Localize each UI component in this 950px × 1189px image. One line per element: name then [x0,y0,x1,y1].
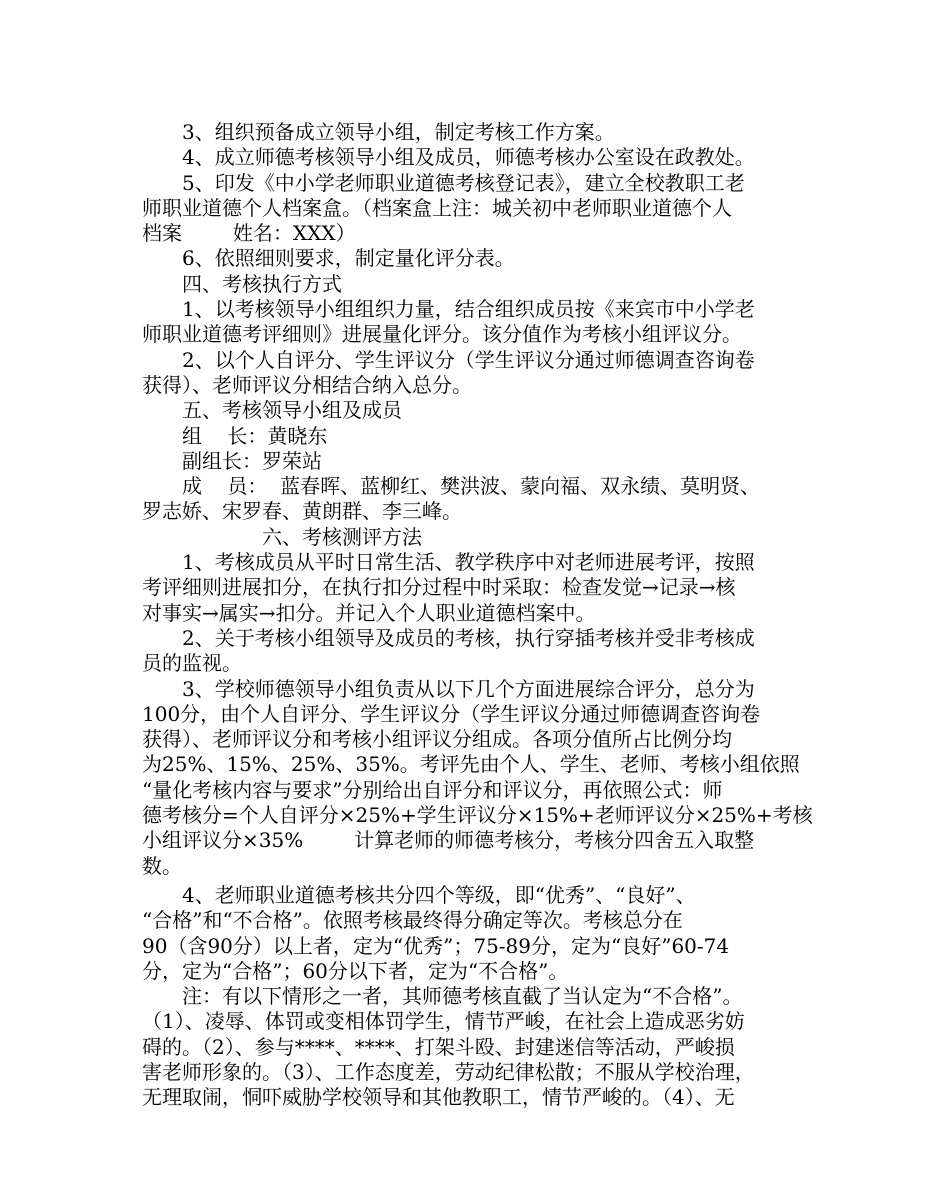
paragraph-line: 数。 [142,853,182,878]
paragraph-line: 小组评议分×35% 计算老师的师德考核分，考核分四舍五入取整 [142,828,755,853]
paragraph-line: 考评细则进展扣分，在执行扣分过程中时采取：检查发觉→记录→核 [142,575,736,600]
paragraph-line: 5、印发《中小学老师职业道德考核登记表》，建立全校教职工老 [182,170,745,195]
paragraph-line: 3、组织预备成立领导小组，制定考核工作方案。 [182,120,615,144]
paragraph-line: 1、考核成员从平时日常生活、教学秩序中对老师进展考评，按照 [182,550,755,575]
paragraph-line: 2、以个人自评分、学生评议分（学生评议分通过师德调查咨询卷 [182,347,755,372]
note-line: 注：有以下情形之一者，其师德考核直截了当认定为“不合格”。 [182,984,743,1009]
section-heading: 四、考核执行方式 [182,271,342,296]
paragraph-line: 档案 姓名：XXX） [142,221,356,246]
paragraph-line: 3、学校师德领导小组负责从以下几个方面进展综合评分，总分为 [182,676,755,701]
note-line: 害老师形象的。（3）、工作态度差，劳动纪律松散；不服从学校治理， [142,1059,755,1084]
paragraph-line: 4、老师职业道德考核共分四个等级，即“优秀”、“良好”、 [182,882,696,907]
paragraph-line: 对事实→属实→扣分。并记入个人职业道德档案中。 [142,600,596,625]
paragraph-line: 获得）、老师评议分和考核小组评议分组成。各项分值所占比例分均 [142,727,732,752]
paragraph-line: 4、成立师德考核领导小组及成员，师德考核办公室设在政教处。 [182,145,755,170]
paragraph-line: 2、关于考核小组领导及成员的考核，执行穿插考核并受非考核成 [182,625,755,650]
paragraph-line: “量化考核内容与要求”分别给出自评分和评议分，再依照公式：师 [142,777,723,802]
note-line: （1）、凌辱、体罚或变相体罚学生，情节严峻，在社会上造成恶劣妨 [142,1009,745,1034]
paragraph-line: 90（含90分）以上者，定为“优秀”；75-89分，定为“良好”60-74 [142,933,730,958]
paragraph-line: 6、依照细则要求，制定量化评分表。 [182,246,515,271]
paragraph-line: 1、以考核领导小组组织力量，结合组织成员按《来宾市中小学老 [182,297,755,322]
note-line: 碍的。（2）、参与****、****、打架斗殴、封建迷信等活动，严峻损 [142,1034,735,1059]
paragraph-line: 师职业道德考评细则》进展量化评分。该分值作为考核小组评议分。 [142,322,742,347]
paragraph-line: 为25%、15%、25%、35%。考评先由个人、学生、老师、考核小组依照 [142,752,800,777]
paragraph-line: 师职业道德个人档案盒。（档案盒上注：城关初中老师职业道德个人 [142,195,732,220]
paragraph-line: 100分，由个人自评分、学生评议分（学生评议分通过师德调查咨询卷 [142,701,761,726]
section-heading: 六、考核测评方法 [262,524,422,549]
member-line: 副组长：罗荣站 [182,448,322,473]
member-line: 罗志娇、宋罗春、黄朗群、李三峰。 [142,499,462,524]
member-line: 组 长：黄晓东 [182,423,328,448]
document-body [142,120,828,1111]
member-line: 成 员： 蓝春晖、蓝柳红、樊洪波、蒙向福、双永绩、莫明贤、 [182,474,761,499]
paragraph-line: 德考核分=个人自评分×25%+学生评议分×15%+老师评议分×25%+考核 [142,803,813,828]
paragraph-line: 获得）、老师评议分相结合纳入总分。 [142,372,472,397]
section-heading: 五、考核领导小组及成员 [182,398,402,423]
paragraph-line: 分，定为“合格”；60分以下者，定为“不合格”。 [142,958,569,983]
note-line: 无理取闹，恫吓威胁学校领导和其他教职工，情节严峻的。（4）、无 [142,1085,735,1110]
paragraph-line: 员的监视。 [142,651,242,676]
paragraph-line: “合格”和“不合格”。依照考核最终得分确定等次。考核总分在 [142,908,683,933]
